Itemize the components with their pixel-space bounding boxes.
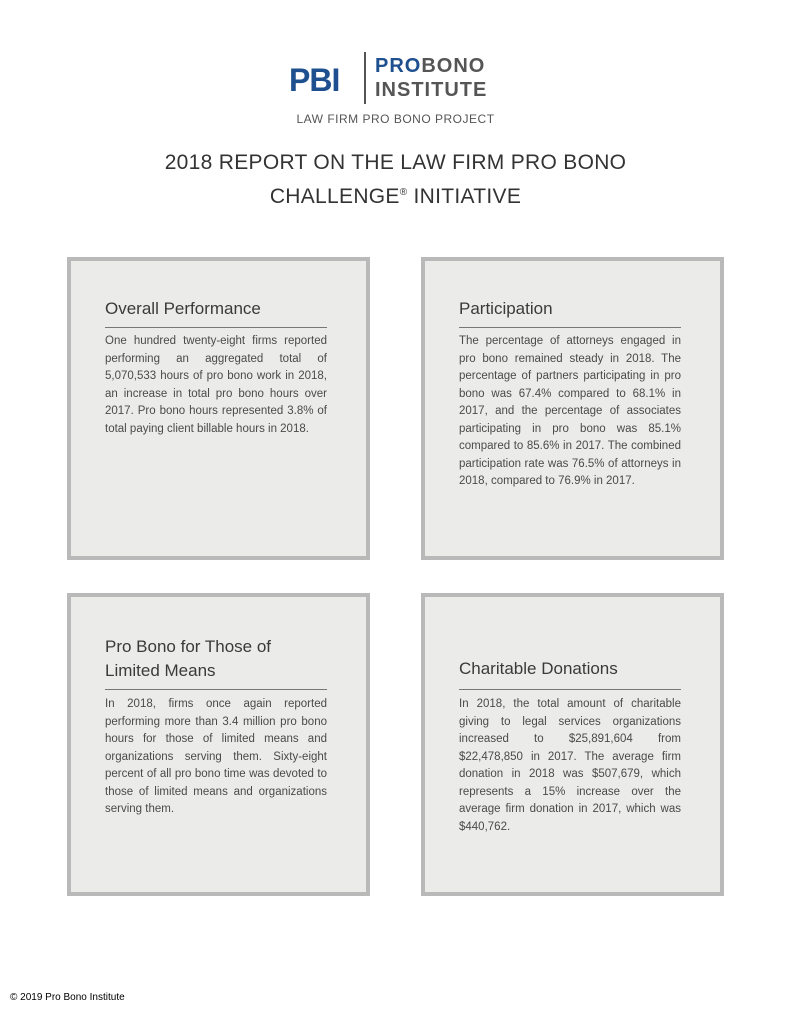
card-divider (459, 327, 681, 328)
report-title-line2 (0, 178, 791, 212)
card-title: Pro Bono for Those of Limited Means (105, 637, 272, 680)
logo-wordmark-line1 (375, 54, 485, 78)
report-title-line1: 2018 REPORT ON THE LAW FIRM PRO BONO (164, 151, 627, 174)
card-body: In 2018, firms once again reported performing more than 3.4 million pro bono hours for those of limited means and organizations serving them. Sixty-eight percent of all pro bono time was devoted to those of limited means and organizations serving them. (105, 698, 327, 815)
report-title-challenge: CHALLENGE (269, 185, 400, 208)
card-title: Participation (459, 299, 553, 318)
card-body: In 2018, the total amount of charitable giving to legal services organizations increased to $25,891,604 from $22,478,850 in 2017. The average firm donation in 2018 was $507,679, which represents a 15% increase over the average firm donation in 2017, which was $440,762. (459, 698, 681, 833)
pbi-logo (285, 52, 515, 108)
logo-wordmark-line2: INSTITUTE (375, 79, 488, 101)
card-limited-means (67, 593, 370, 896)
logo-mark: PBI (289, 62, 340, 98)
project-name: LAW FIRM PRO BONO PROJECT (296, 112, 495, 126)
report-title (0, 148, 791, 212)
card-divider (105, 327, 327, 328)
logo-word-bono: BONO (421, 55, 486, 77)
card-body: The percentage of attorneys engaged in pro bono remained steady in 2018. The percentage of partners participating in pro bono was 67.4% compared to 68.1% in 2017, and the percentage of associates participating in pro bono was 85.1% compared to 85.6% in 2017. The combined participation rate was 76.5% of attorneys in 2018, compared to 76.9% in 2017. (459, 335, 681, 487)
card-title: Charitable Donations (459, 659, 618, 678)
card-overall-performance (67, 257, 370, 560)
card-divider (459, 689, 681, 690)
report-title-initiative: INITIATIVE (407, 185, 522, 208)
card-body: One hundred twenty-eight firms reported performing an aggregated total of 5,070,533 hours of pro bono work in 2018, an increase in total pro bono hours over 2017. Pro bono hours represented 3.8% of total paying client billable hours in 2018. (105, 335, 327, 435)
logo-divider (364, 52, 366, 104)
logo-word-pro: PRO (375, 55, 422, 77)
card-title: Overall Performance (105, 299, 261, 318)
copyright-notice: © 2019 Pro Bono Institute (10, 992, 125, 1003)
card-divider (105, 689, 327, 690)
card-charitable-donations (421, 593, 724, 896)
registered-mark: ® (399, 187, 408, 198)
card-participation (421, 257, 724, 560)
